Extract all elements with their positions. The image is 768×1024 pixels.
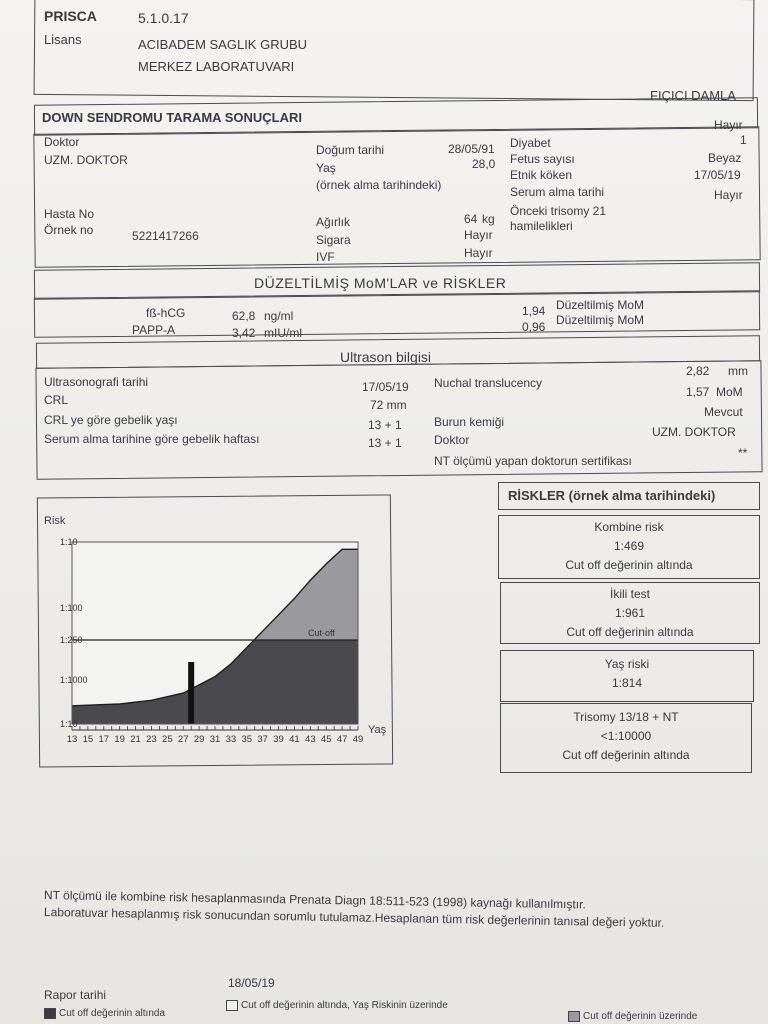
birth-label: Doğum tarihi — [316, 143, 385, 157]
papp-value: 3,42 — [232, 326, 256, 340]
x-tick-label: 17 — [98, 734, 110, 745]
x-tick-label: 27 — [177, 734, 189, 745]
us-doctor-value: UZM. DOKTOR — [652, 425, 736, 439]
crl-ga-value: 13 + 1 — [368, 418, 402, 432]
report-date-value: 18/05/19 — [228, 976, 275, 990]
nt-value: 2,82 — [686, 364, 710, 378]
cutoff-label: Cut-off — [308, 628, 335, 638]
risk-name: İkili test — [609, 587, 650, 601]
legend-dark-swatch — [44, 1008, 56, 1019]
license-line1: ACIBADEM SAGLIK GRUBU — [138, 37, 308, 52]
sample-no-value: 5221417266 — [132, 229, 199, 243]
x-tick-label: 31 — [209, 734, 221, 745]
papp-unit: mIU/ml — [264, 326, 302, 340]
hcg-mom-label: Düzeltilmiş MoM — [556, 298, 645, 312]
y-tick-label: 1:100 — [60, 603, 83, 613]
program-label: PRISCA — [44, 8, 97, 24]
y-tick-label: 1:250 — [60, 635, 83, 645]
risk-card-dual — [500, 582, 760, 644]
prev-trisomy-label: Önceki trisomy 21 — [510, 204, 607, 218]
risk-card-trisomy — [500, 703, 752, 773]
hcg-value: 62,8 — [232, 309, 256, 323]
y-tick-label: 1:10 — [60, 537, 78, 547]
diabetes-value: Hayır — [714, 118, 743, 132]
x-tick-label: 21 — [130, 734, 141, 745]
nt-mom-value: 1,57 — [686, 385, 710, 399]
serum-date-value: 17/05/19 — [694, 168, 741, 182]
legend-above-cutoff: Cut off değerinin üzerinde — [568, 1011, 697, 1022]
x-tick-label: 45 — [320, 734, 332, 745]
smoking-label: Sigara — [316, 233, 351, 247]
fetus-value: 1 — [740, 133, 747, 147]
serum-ga-value: 13 + 1 — [368, 436, 402, 450]
serum-ga-label: Serum alma tarihine göre gebelik haftası — [44, 432, 260, 446]
x-tick-label: 23 — [146, 734, 157, 745]
x-tick-label: 37 — [257, 734, 268, 745]
footnote-line1: NT ölçümü ile kombine risk hesaplanmasında Prenata Diagn 18:511-523 (1998) kaynağı kullanılmıştır. — [43, 888, 586, 912]
ultrason-title: Ultrason bilgisi — [340, 349, 432, 365]
ivf-label: IVF — [316, 250, 335, 264]
ethnic-label: Etnik köken — [510, 168, 573, 182]
license-label: Lisans — [44, 32, 82, 47]
y-tick-label: 1:10 — [60, 719, 78, 729]
risk-name: Kombine risk — [594, 520, 664, 534]
legend-light-swatch — [226, 1000, 238, 1011]
program-version: 5.1.0.17 — [138, 10, 189, 26]
x-tick-label: 13 — [66, 734, 78, 745]
cert-value: ** — [738, 446, 748, 460]
weight-unit: kg — [482, 212, 495, 226]
ethnic-value: Beyaz — [708, 151, 742, 165]
risk-chart — [40, 520, 380, 760]
x-tick-label: 33 — [225, 734, 237, 745]
ivf-value: Hayır — [464, 246, 493, 260]
patient-info-box — [33, 126, 760, 268]
papp-name: PAPP-A — [132, 323, 176, 337]
x-tick-label: 19 — [114, 734, 125, 745]
hcg-mom: 1,94 — [522, 304, 546, 318]
crl-value: 72 mm — [370, 398, 407, 412]
doctor-value: UZM. DOKTOR — [44, 153, 128, 167]
hcg-name: fß-hCG — [146, 306, 186, 320]
risk-value: <1:10000 — [600, 729, 652, 743]
us-date-value: 17/05/19 — [362, 380, 409, 394]
x-tick-label: 41 — [289, 734, 300, 745]
age-label: Yaş — [316, 161, 336, 175]
risk-value: 1:469 — [613, 539, 645, 553]
risk-card-age — [500, 650, 754, 702]
diabetes-label: Diyabet — [510, 136, 551, 150]
report-date-label: Rapor tarihi — [44, 988, 107, 1002]
doctor-label: Doktor — [44, 135, 80, 149]
fetus-label: Fetus sayısı — [510, 152, 575, 166]
mom-section-title: DÜZELTİLMİŞ MoM'LAR ve RİSKLER — [254, 275, 507, 291]
x-tick-label: 25 — [162, 734, 173, 745]
us-date-label: Ultrasonografi tarihi — [44, 375, 149, 389]
x-tick-label: 15 — [82, 734, 94, 745]
risk-note: Cut off değerinin altında — [565, 558, 693, 572]
nt-label: Nuchal translucency — [434, 376, 543, 390]
risk-note: Cut off değerinin altında — [562, 748, 690, 762]
license-line2: MERKEZ LABORATUVARI — [138, 59, 295, 74]
x-tick-label: 49 — [352, 734, 364, 745]
serum-date-label: Serum alma tarihi — [510, 185, 605, 199]
legend-below-cutoff-above-age: Cut off değerinin altında, Yaş Riskinin üzerinde — [226, 1000, 448, 1011]
weight-label: Ağırlık — [316, 215, 351, 229]
crl-ga-label: CRL ye göre gebelik yaşı — [44, 413, 178, 427]
papp-mom: 0,96 — [522, 320, 546, 334]
x-tick-label: 43 — [305, 734, 316, 745]
us-doctor-label: Doktor — [434, 433, 470, 447]
papp-mom-label: Düzeltilmiş MoM — [556, 313, 645, 327]
risk-note: Cut off değerinin altında — [566, 625, 694, 639]
risk-value: 1:961 — [614, 606, 646, 620]
age-value: 28,0 — [472, 157, 496, 171]
patient-marker — [188, 662, 194, 724]
x-tick-label: 39 — [273, 734, 284, 745]
risks-title: RİSKLER (örnek alma tarihindeki) — [508, 488, 716, 503]
nt-mom-unit: MoM — [716, 385, 743, 399]
chart-ylabel: Risk — [44, 515, 66, 527]
nt-unit: mm — [728, 364, 748, 378]
hcg-unit: ng/ml — [264, 309, 294, 323]
risk-name: Trisomy 13/18 + NT — [573, 710, 679, 724]
cert-label: NT ölçümü yapan doktorun sertifikası — [434, 454, 632, 468]
prev-trisomy-label-2: hamilelikleri — [510, 219, 573, 233]
legend-below-cutoff: Cut off değerinin altında — [44, 1008, 165, 1019]
age-note: (örnek alma tarihindeki) — [316, 178, 442, 192]
smoking-value: Hayır — [464, 228, 493, 242]
footnote-line2: Laboratuvar hesaplanmış risk sonucundan sorumlu tutulamaz.Hesaplanan tüm risk değerlerinin tanısal değeri yoktur. — [43, 905, 665, 930]
x-tick-label: 29 — [193, 734, 205, 745]
crl-label: CRL — [44, 393, 69, 407]
report-title: DOWN SENDROMU TARAMA SONUÇLARI — [42, 110, 302, 125]
nasal-label: Burun kemiği — [434, 415, 505, 429]
legend-grey-swatch — [568, 1011, 580, 1022]
risk-card-combined — [498, 515, 760, 579]
prev-trisomy-value: Hayır — [714, 188, 743, 202]
risk-name: Yaş riski — [604, 657, 650, 671]
sample-no-label: Örnek no — [44, 223, 94, 237]
y-tick-label: 1:1000 — [60, 675, 88, 685]
risk-value: 1:814 — [611, 676, 643, 690]
chart-xlabel: Yaş — [368, 724, 387, 736]
x-tick-label: 35 — [241, 734, 253, 745]
patient-no-label: Hasta No — [44, 207, 95, 221]
x-tick-label: 47 — [336, 734, 348, 745]
weight-value: 64 — [464, 212, 478, 226]
patient-name: FIÇICI DAMLA — [650, 88, 736, 103]
nasal-value: Mevcut — [704, 405, 743, 419]
birth-value: 28/05/91 — [448, 142, 495, 156]
